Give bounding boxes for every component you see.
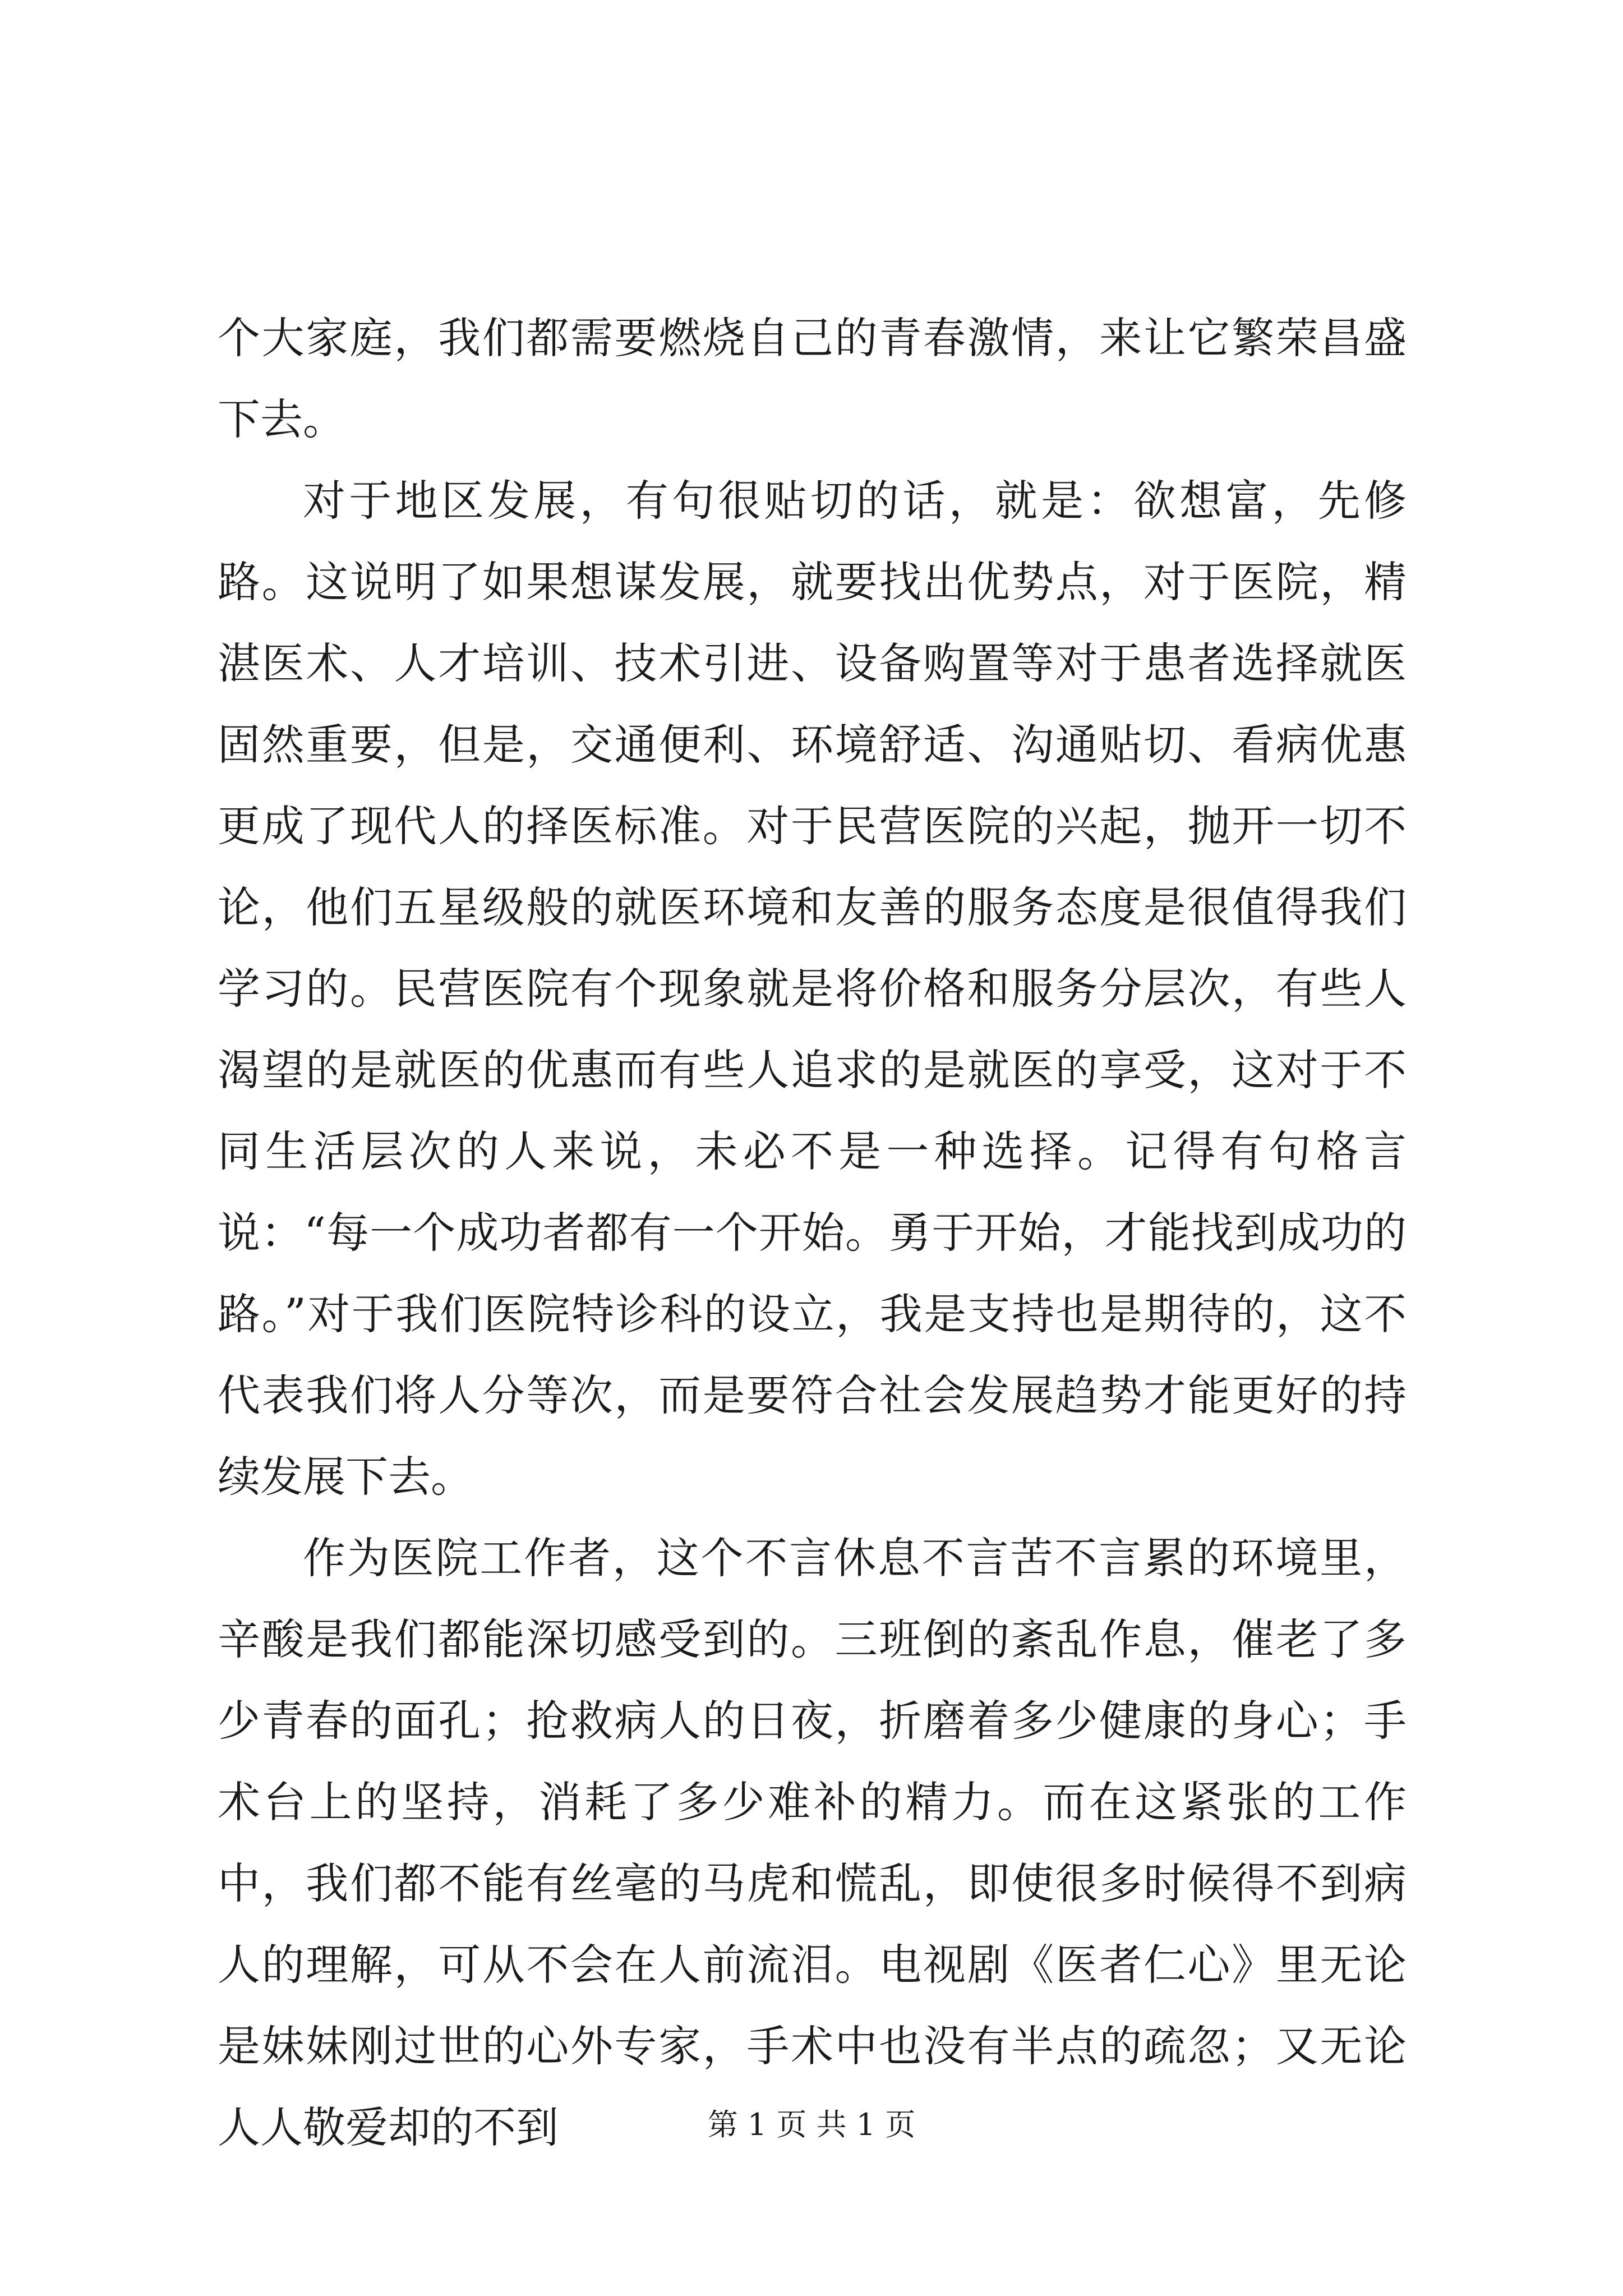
paragraph-regional-development: 对于地区发展，有句很贴切的话，就是：欲想富，先修路。这说明了如果想谋发展，就要找出优势点，对于医院，精湛医术、人才培训、技术引进、设备购置等对于患者选择就医固然重要，但是，交通便利、环境舒适、沟通贴切、看病优惠更成了现代人的择医标准。对于民营医院的兴起，抛开一切不论，他们五星级般的就医环境和友善的服务态度是很值得我们学习的。民营医院有个现象就是将价格和服务分层次，有些人渴望的是就医的优惠而有些人追求的是就医的享受，这对于不同生活层次的人来说，未必不是一种选择。记得有句格言说：“每一个成功者都有一个开始。勇于开始，才能找到成功的路。”对于我们医院特诊科的设立，我是支持也是期待的，这不代表我们将人分等次，而是要符合社会发展趋势才能更好的持续发展下去。 — [218, 476, 1407, 1502]
document-body — [218, 297, 1407, 2168]
paragraph-continuation: 个大家庭，我们都需要燃烧自己的青春激情，来让它繁荣昌盛下去。 — [218, 313, 1407, 444]
page-footer: 第 1 页 共 1 页 — [707, 2107, 916, 2142]
paragraph-hospital-workers: 作为医院工作者，这个不言休息不言苦不言累的环境里，辛酸是我们都能深切感受到的。三班倒的紊乱作息，催老了多少青春的面孔；抢救病人的日夜，折磨着多少健康的身心；手术台上的坚持，消耗了多少难补的精力。而在这紧张的工作中，我们都不能有丝毫的马虎和慌乱，即使很多时候得不到病人的理解，可从不会在人前流泪。电视剧《医者仁心》里无论是妹妹刚过世的心外专家，手术中也没有半点的疏忽；又无论人人敬爱却的不到 — [218, 1533, 1407, 2152]
